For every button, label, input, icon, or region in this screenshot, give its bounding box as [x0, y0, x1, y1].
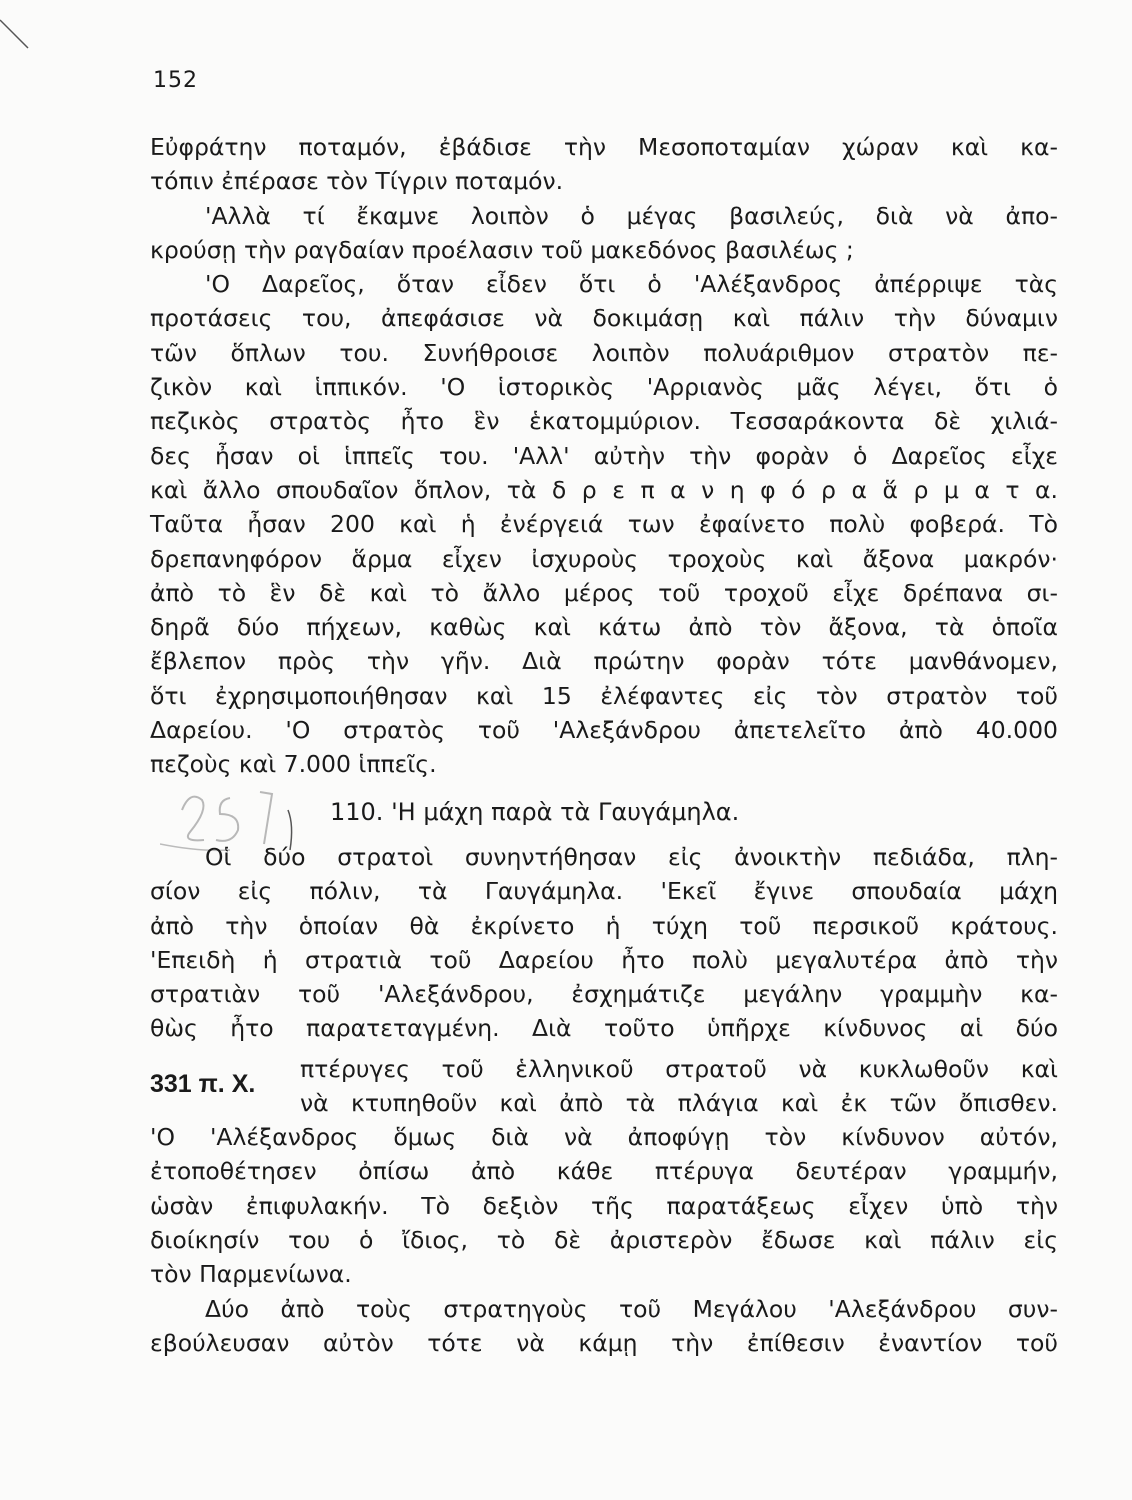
- text-line: προτάσεις του, ἀπεφάσισε νὰ δοκιμάσῃ καὶ πάλιν τὴν δύναμιν: [150, 304, 1058, 333]
- margin-date-label: 331 π. Χ.: [150, 1070, 256, 1098]
- text-line: ἀπὸ τὸ ἓν δὲ καὶ τὸ ἄλλο μέρος τοῦ τροχοῦ εἶχε δρέπανα σι-: [150, 578, 1058, 607]
- text-line: 'Επειδὴ ἡ στρατιὰ τοῦ Δαρείου ἦτο πολὺ μεγαλυτέρα ἀπὸ τὴν: [150, 945, 1058, 974]
- text-line: ἀπὸ τὴν ὁποίαν θὰ ἐκρίνετο ἡ τύχη τοῦ περσικοῦ κράτους.: [150, 911, 1058, 940]
- text-line: ἔβλεπον πρὸς τὴν γῆν. Διὰ πρώτην φορὰν τότε μανθάνομεν,: [150, 647, 1058, 676]
- page-number: 152: [153, 68, 198, 93]
- text-line: καὶ ἄλλο σπουδαῖον ὅπλον, τὰ δ ρ ε π α ν η φ ό ρ α ἅ ρ μ α τ α.: [150, 475, 1058, 504]
- text-line: δρεπανηφόρον ἅρμα εἶχεν ἰσχυροὺς τροχοὺς καὶ ἄξονα μακρόν·: [150, 544, 1058, 573]
- paragraph-side-block: [300, 1052, 1058, 1121]
- text-line: Ταῦτα ἦσαν 200 καὶ ἡ ἐνέργειά των ἐφαίνετο πολὺ φοβερά. Τὸ: [150, 510, 1058, 539]
- text-line: Δύο ἀπὸ τοὺς στρατηγοὺς τοῦ Μεγάλου 'Αλεξάνδρου συν-: [205, 1295, 1058, 1323]
- text-line: νὰ κτυπηθοῦν καὶ ἀπὸ τὰ πλάγια καὶ ἐκ τῶν ὄπισθεν.: [300, 1089, 1058, 1118]
- text-line: πεζοὺς καὶ 7.000 ἱππεῖς.: [150, 750, 437, 779]
- text-line: διοίκησίν του ὁ ἴδιος, τὸ δὲ ἀριστερὸν ἔδωσε καὶ πάλιν εἰς: [150, 1225, 1058, 1254]
- text-line: δες ἦσαν οἱ ἱππεῖς του. 'Αλλ' αὐτὴν τὴν φορὰν ὁ Δαρεῖος εἶχε: [150, 441, 1058, 470]
- page-edge-mark: [0, 0, 40, 60]
- text-line: κρούσῃ τὴν ραγδαίαν προέλασιν τοῦ μακεδόνος βασιλέως ;: [150, 235, 854, 264]
- paragraph-block-4: [150, 1292, 1058, 1361]
- section-heading: 110. 'Η μάχη παρὰ τὰ Γαυγάμηλα.: [330, 798, 740, 826]
- text-line: 'Ο Δαρεῖος, ὅταν εἶδεν ὅτι ὁ 'Αλέξανδρος ἀπέρριψε τὰς: [205, 270, 1058, 299]
- text-line: Δαρείου. 'Ο στρατὸς τοῦ 'Αλεξάνδρου ἀπετελεῖτο ἀπὸ 40.000: [150, 716, 1058, 745]
- text-line: πτέρυγες τοῦ ἑλληνικοῦ στρατοῦ νὰ κυκλωθοῦν καὶ: [300, 1055, 1058, 1083]
- text-line: πεζικὸς στρατὸς ἦτο ἓν ἑκατομμύριον. Τεσσαράκοντα δὲ χιλιά-: [150, 407, 1058, 436]
- text-line: τόπιν ἐπέρασε τὸν Τίγριν ποταμόν.: [150, 167, 564, 196]
- text-line: θὼς ἦτο παρατεταγμένη. Διὰ τοῦτο ὑπῆρχε κίνδυνος αἱ δύο: [150, 1014, 1058, 1043]
- paragraph-block-2: [150, 840, 1058, 1046]
- text-line: Εὐφράτην ποταμόν, ἐβάδισε τὴν Μεσοποταμίαν χώραν καὶ κα-: [150, 133, 1058, 161]
- paragraph-block-1: [150, 130, 1058, 782]
- text-line: σίον εἰς πόλιν, τὰ Γαυγάμηλα. 'Εκεῖ ἔγινε σπουδαία μάχη: [150, 877, 1058, 906]
- text-line: Οἱ δύο στρατοὶ συνηντήθησαν εἰς ἀνοικτὴν πεδιάδα, πλη-: [205, 843, 1058, 871]
- text-line: εβούλευσαν αὐτὸν τότε νὰ κάμῃ τὴν ἐπίθεσιν ἐναντίον τοῦ: [150, 1329, 1058, 1358]
- text-line: ὡσὰν ἐπιφυλακήν. Τὸ δεξιὸν τῆς παρατάξεως εἶχεν ὑπὸ τὴν: [150, 1191, 1058, 1220]
- text-line: τὸν Παρμενίωνα.: [150, 1260, 352, 1289]
- text-line: 'Ο 'Αλέξανδρος ὅμως διὰ νὰ ἀποφύγῃ τὸν κίνδυνον αὐτόν,: [150, 1123, 1058, 1151]
- paragraph-block-3: [150, 1120, 1058, 1291]
- text-line: ὅτι ἐχρησιμοποιήθησαν καὶ 15 ἐλέφαντες εἰς τὸν στρατὸν τοῦ: [150, 681, 1058, 710]
- text-line: 'Αλλὰ τί ἔκαμνε λοιπὸν ὁ μέγας βασιλεύς, διὰ νὰ ἀπο-: [205, 201, 1058, 230]
- text-line: τῶν ὅπλων του. Συνήθροισε λοιπὸν πολυάριθμον στρατὸν πε-: [150, 338, 1058, 367]
- text-line: ζικὸν καὶ ἱππικόν. 'Ο ἱστορικὸς 'Αρριανὸς μᾶς λέγει, ὅτι ὁ: [150, 373, 1058, 402]
- text-line: στρατιὰν τοῦ 'Αλεξάνδρου, ἐσχημάτιζε μεγάλην γραμμὴν κα-: [150, 980, 1058, 1009]
- text-line: δηρᾶ δύο πήχεων, καθὼς καὶ κάτω ἀπὸ τὸν ἄξονα, τὰ ὁποῖα: [150, 613, 1058, 642]
- text-line: ἐτοποθέτησεν ὀπίσω ἀπὸ κάθε πτέρυγα δευτέραν γραμμήν,: [150, 1157, 1058, 1186]
